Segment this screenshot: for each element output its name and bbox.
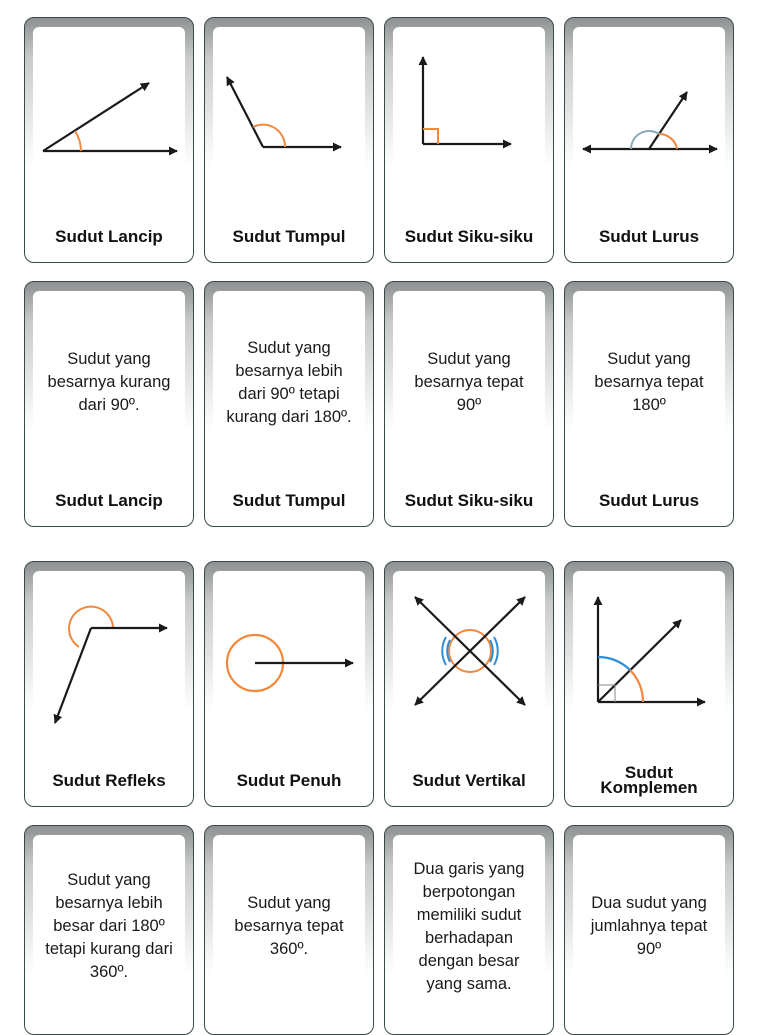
definition-text: Sudut yang besarnya tepat 90º [414,350,524,414]
card-straight-angle-figure [564,17,734,263]
card-straight-angle-definition [564,281,734,527]
card-label: Sudut Tumpul [232,490,346,510]
full-angle-icon [213,571,365,754]
card-label: Sudut Lurus [598,226,700,246]
straight-angle-icon [573,27,725,210]
card-right-angle-figure [384,17,554,263]
card-label: Sudut Siku-siku [404,490,534,510]
card-label: Sudut Lancip [55,490,163,510]
text-panel [213,835,365,1018]
card-label: Sudut Lurus [598,490,700,510]
card-full-angle-figure [204,561,374,807]
card-vertical-angles-figure [384,561,554,807]
card-full-angle-definition [204,825,374,1035]
card-obtuse-angle-figure [204,17,374,263]
definition-text: Sudut yang besarnya kurang dari 90º. [47,350,171,414]
card-complementary-angles-definition [564,825,734,1035]
card-label: Sudut Refleks [52,770,166,790]
definition-text: Sudut yang besarnya tepat 360º. [234,894,344,958]
definition-text: Sudut yang besarnya tepat 180º [594,350,704,414]
acute-angle-icon [33,27,185,210]
complementary-angles-icon [573,571,725,754]
card-reflex-angle-definition [24,825,194,1035]
card-acute-angle-figure [24,17,194,263]
figure-panel [33,571,185,754]
text-panel [573,835,725,1018]
vertical-angles-icon [393,571,545,754]
figure-panel [573,27,725,210]
right-angle-icon [393,27,545,210]
card-complementary-angles-figure [564,561,734,807]
text-panel [213,291,365,474]
card-reflex-angle-figure [24,561,194,807]
figure-panel [213,27,365,210]
card-obtuse-angle-definition [204,281,374,527]
definition-text: Sudut yang besarnya lebih dari 90º tetapi kurang dari 180º. [226,338,352,426]
definition-text: Dua sudut yang jumlahnya tepat 90º [590,894,708,958]
card-label: Sudut Siku-siku [404,226,534,246]
text-panel [33,835,185,1018]
text-panel [393,291,545,474]
figure-panel [393,27,545,210]
card-right-angle-definition [384,281,554,527]
definition-text: Sudut yang besarnya lebih besar dari 180º tetapi kurang dari 360º. [45,871,173,981]
card-label: Sudut Komplemen [600,763,698,797]
card-label: Sudut Penuh [236,770,342,790]
card-label: Sudut Lancip [55,226,163,246]
figure-panel [213,571,365,754]
text-panel [573,291,725,474]
figure-panel [33,27,185,210]
figure-panel [393,571,545,754]
card-vertical-angles-definition [384,825,554,1035]
card-label: Sudut Vertikal [412,770,526,790]
text-panel [393,835,545,1018]
figure-panel [573,571,725,754]
obtuse-angle-icon [213,27,365,210]
card-acute-angle-definition [24,281,194,527]
definition-text: Dua garis yang berpotongan memiliki sudut berhadapan dengan besar yang sama. [413,859,525,993]
text-panel [33,291,185,474]
reflex-angle-icon [33,571,185,754]
card-label: Sudut Tumpul [232,226,346,246]
